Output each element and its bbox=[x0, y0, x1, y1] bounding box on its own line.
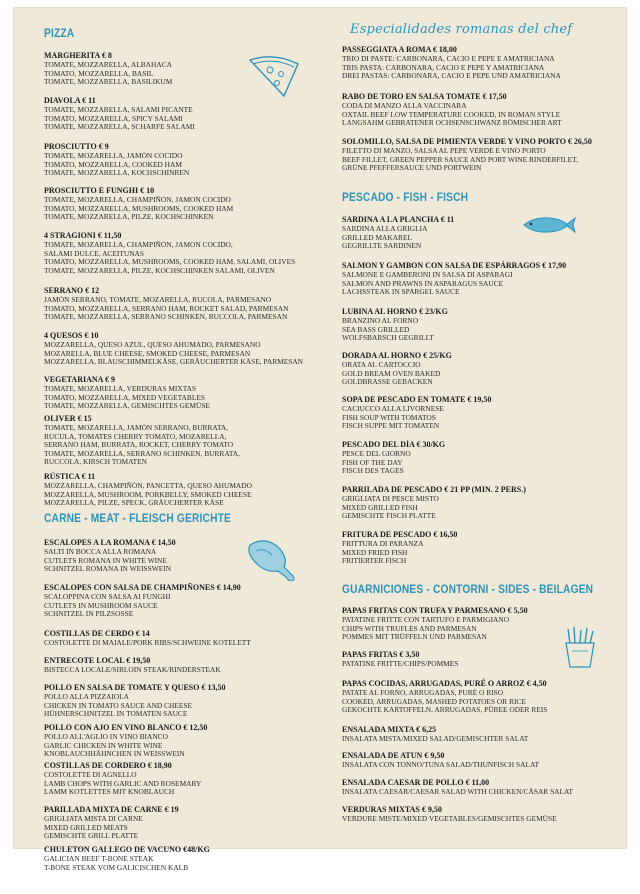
menu-item-description: TOMATE, MOZARELLA, JAMÓN SERRANO, BURRATA, bbox=[44, 424, 229, 432]
menu-item bbox=[44, 629, 324, 648]
menu-item-name: PARRILADA DE PESCADO € 21 PP (MIN. 2 PERS.) bbox=[342, 485, 526, 494]
menu-item-name: SOPA DE PESCADO EN TOMATE € 19,50 bbox=[342, 395, 492, 404]
pescado-title: PESCADO - FISH - FISCH bbox=[342, 190, 469, 204]
menu-item-description: POLLO ALL'AGLIO IN VINO BIANCO bbox=[44, 733, 168, 741]
menu-item-description: FILETTO DI MANZO, SALSA AL PEPE VERDE E VINO PORTO bbox=[342, 147, 546, 155]
menu-item-description: TOMATO, MOZZARELLA, SPICY SALAMI bbox=[44, 114, 183, 123]
menu-item bbox=[44, 186, 324, 222]
menu-item bbox=[44, 414, 324, 467]
menu-item-description: LAMM KOTLETTES MIT KNOBLAUCH bbox=[44, 788, 175, 797]
menu-item-description: INSALATA CON TONNO/TUNA SALAD/THUNFISCH SALAT bbox=[342, 761, 540, 769]
menu-item-description: OXTAIL BEEF LOW TEMPERATURE COOKED, IN ROMAN STYLE bbox=[342, 110, 561, 119]
menu-item-description: CACIUCCO ALLA LIVORNESE bbox=[342, 405, 444, 413]
menu-item-description: PESCE DEL GIORNO bbox=[342, 450, 411, 458]
menu-item-description: DREI PASTAS: CARBONARA, CACIO E PEPE UND AMATRICIANA bbox=[342, 72, 561, 81]
meat-leg-icon bbox=[242, 535, 302, 581]
menu-item-description: LACHSSTEAK IN SPARGEL SAUCE bbox=[342, 288, 460, 297]
menu-item-description: GRIGLIATA DI PESCE MISTO bbox=[342, 495, 439, 503]
menu-item-name: PARILLADA MIXTA DE CARNE € 19 bbox=[44, 805, 179, 814]
especialidades-title: Especialidades romanas del chef bbox=[350, 22, 573, 37]
menu-item bbox=[342, 530, 618, 566]
menu-item-description: GARLIC CHICKEN IN WHITE WINE bbox=[44, 741, 163, 750]
menu-item-description: MOZZARELLA, PILZE, SPECK, GRÄUCHERTER KÄSE bbox=[44, 499, 224, 508]
menu-item bbox=[44, 142, 324, 178]
menu-item-description: TOMATE, MOZZARELLA, GEMISCHTES GEMÜSE bbox=[44, 402, 210, 411]
menu-item bbox=[342, 485, 618, 521]
menu-item-name: DORADA AL HORNO € 25/KG bbox=[342, 351, 452, 360]
menu-item-description: SALAMI DULCE, ACEITUNAS bbox=[44, 249, 144, 258]
menu-item-description: SALMON AND PRAWNS IN ASPARAGUS SAUCE bbox=[342, 279, 504, 288]
menu-item-description: INSALATA MISTA/MIXED SALAD/GEMISCHTER SALAT bbox=[342, 735, 529, 743]
menu-item-description: GRÜNE PFEFFERSAUCE UND PORTWEIN bbox=[342, 164, 482, 173]
menu-item bbox=[44, 96, 324, 132]
menu-item-name: ENSALADA MIXTA € 6,25 bbox=[342, 725, 437, 734]
menu-item bbox=[44, 805, 324, 841]
menu-item bbox=[44, 845, 324, 872]
menu-item-name: ESCALOPES A LA ROMANA € 14,50 bbox=[44, 538, 176, 547]
menu-item-description: MIXED GRILLED MEATS bbox=[44, 823, 128, 832]
menu-item-description: TOMATE, MOZZARELLA, ALBAHACA bbox=[44, 61, 172, 69]
menu-item-description: MIXED GRILLED FISH bbox=[342, 503, 418, 512]
fries-icon bbox=[560, 625, 600, 669]
menu-item-description: GEKOCHTE KARTOFFELN, ARRUGADAS, PÜREE ODER REIS bbox=[342, 706, 548, 715]
menu-item-description: TOMATO, MOZZARELLA, MUSHROOMS, COOKED HAM, SALAMI, OLIVES bbox=[44, 258, 296, 267]
menu-item-description: TOMATO, MOZZARELLA, COOKED HAM bbox=[44, 160, 182, 169]
menu-item-description: SALMONE E GAMBERONI IN SALSA DI ASPARAGI bbox=[342, 271, 513, 279]
menu-item-name: PAPAS FRITAS € 3,50 bbox=[342, 650, 420, 659]
menu-item bbox=[44, 656, 324, 675]
menu-item-name: PROSCIUTTO E FUNGHI € 10 bbox=[44, 186, 155, 195]
menu-item bbox=[342, 805, 618, 824]
menu-item-description: SALTI IN BOCCA ALLA ROMANA bbox=[44, 548, 157, 556]
menu-item bbox=[342, 440, 618, 476]
menu-item-description: TRIS PASTA: CARBONARA, CACIO E PEPE Y AMATRICIANA bbox=[342, 63, 545, 72]
menu-item-description: FISH OF THE DAY bbox=[342, 458, 403, 467]
menu-item-description: MIXED FRIED FISH bbox=[342, 548, 408, 557]
menu-item-description: ORATA AL CARTOCCIO bbox=[342, 361, 421, 369]
menu-item-description: POLLO ALLA PIZZAIOLA bbox=[44, 693, 129, 701]
menu-item-description: TRIO DI PASTE: CARBONARA, CACIO E PEPE E AMATRICIANA bbox=[342, 55, 555, 63]
menu-item-name: VERDURAS MIXTAS € 9,50 bbox=[342, 805, 442, 814]
menu-item-description: TOMATE, MOZZARELLA, SCHARFE SALAMI bbox=[44, 123, 195, 132]
menu-item-description: VERDURE MISTE/MIXED VEGETABLES/GEMISCHTES GEMÜSE bbox=[342, 815, 557, 823]
menu-item-name: ENSALADA DE ATUN € 9,50 bbox=[342, 751, 445, 760]
menu-item-description: GRILLED MAKAREL bbox=[342, 233, 412, 242]
menu-item-description: TOMATO, MOZZARELLA, MUSHROOMS, COOKED HAM bbox=[44, 204, 234, 213]
menu-item-name: DIAVOLA € 11 bbox=[44, 96, 96, 105]
menu-item-name: SERRANO € 12 bbox=[44, 286, 100, 295]
menu-item-description: GALICIAN BEEF T-BONE STEAK bbox=[44, 855, 154, 863]
fish-icon bbox=[522, 213, 576, 237]
menu-item-name: VEGETARIANA € 9 bbox=[44, 375, 115, 384]
menu-item-name: MARGHERITA € 8 bbox=[44, 51, 112, 60]
menu-item-description: MOZZARELLA, QUESO AZUL, QUESO AHUMADO, PARMESANO bbox=[44, 341, 261, 349]
menu-item-name: LUBINA AL HORNO € 23/KG bbox=[342, 307, 448, 316]
menu-item-name: PROSCIUTTO € 9 bbox=[44, 142, 109, 151]
menu-item-description: FISCH SUPPE MIT TOMATEN bbox=[342, 422, 440, 431]
menu-item-description: GEMISCHTE GRILL PLATTE bbox=[44, 832, 139, 841]
menu-item-description: FRITIERTER FISCH bbox=[342, 557, 407, 566]
menu-item-description: LANGSAHM GEBRATENER OCHSENSCHWANZ RÖMISCHER ART bbox=[342, 119, 562, 128]
menu-item-description: CHICKEN IN TOMATO SAUCE AND CHEESE bbox=[44, 701, 193, 710]
menu-item bbox=[342, 351, 618, 387]
menu-item bbox=[342, 92, 618, 128]
menu-item-description: GEMISCHTE FISCH PLATTE bbox=[342, 512, 436, 521]
menu-item-description: KNOBLAUCHHÄHNCHEN IN WEISSWEIN bbox=[44, 750, 185, 759]
menu-item-name: SOLOMILLO, SALSA DE PIMIENTA VERDE Y VINO PORTO € 26,50 bbox=[342, 137, 592, 146]
menu-item-description: SCHNITZEL IN PILZSOSSE bbox=[44, 610, 134, 619]
menu-item-description: COSTOLETTE DI MAIALE/PORK RIBS/SCHWEINE KOTELETT bbox=[44, 639, 251, 647]
menu-item-description: TOMATO, MOZZARELLA, SERRANO HAM, ROCKET SALAD, PARMESAN bbox=[44, 304, 289, 313]
menu-item bbox=[44, 231, 324, 275]
menu-item-description: LAMB CHOPS WITH GARLIC AND ROSEMARY bbox=[44, 779, 202, 788]
menu-item bbox=[44, 375, 324, 411]
menu-page bbox=[14, 8, 626, 872]
menu-item-description: TOMATE, MOZARELLA, JAMÓN COCIDO bbox=[44, 152, 183, 160]
menu-item-description: GEGRILLTE SARDINEN bbox=[342, 242, 422, 251]
menu-item-name: POLLO EN SALSA DE TOMATE Y QUESO € 13,50 bbox=[44, 683, 226, 692]
menu-item-name: ENTRECOTE LOCAL € 19,50 bbox=[44, 656, 151, 665]
menu-item-name: SARDINA A LA PLANCHA € 11 bbox=[342, 215, 455, 224]
menu-item-description: PATATINE FRITTE/CHIPS/POMMES bbox=[342, 660, 459, 668]
menu-item-description: TOMATE, MOZZARELLA, SALAMI PICANTE bbox=[44, 106, 193, 114]
menu-item bbox=[44, 723, 324, 759]
menu-item-description: TOMATO, MOZZARELLA, BASIL bbox=[44, 69, 154, 78]
menu-item-name: RABO DE TORO EN SALSA TOMATE € 17,50 bbox=[342, 92, 507, 101]
menu-item bbox=[342, 751, 618, 770]
menu-item-description: INSALATA CAESAR/CAESAR SALAD WITH CHICKEN/CÄSAR SALAT bbox=[342, 788, 574, 796]
menu-item-description: JAMÓN SERRANO, TOMATE, MOZARELLA, RUCOLA, PARMESANO bbox=[44, 296, 272, 304]
menu-item bbox=[342, 725, 618, 744]
menu-item-description: TOMATE, MOZZARELLA, PILZE, KOCHSCHINKEN SALAMI, OLIVEN bbox=[44, 266, 275, 275]
menu-item bbox=[342, 395, 618, 431]
menu-item-name: SALMON Y GAMBON CON SALSA DE ESPÁRRAGOS € 17,90 bbox=[342, 261, 567, 270]
menu-item-description: GOLDBRASSE GEBACKEN bbox=[342, 378, 433, 387]
menu-item-description: PATATE AL FORNO, ARRUGADAS, PURÉ O RISO bbox=[342, 689, 504, 697]
menu-item-description: TOMATE, MOZARELLA, SERRANO SCHINKEN, BURRATA, bbox=[44, 449, 240, 458]
pizza-title: PIZZA bbox=[44, 26, 75, 40]
menu-item-description: PATATINE FRITTE CON TARTUFO E PARMIGIANO bbox=[342, 616, 510, 624]
menu-item-description: COSTOLETTE DI AGNELLO bbox=[44, 771, 137, 779]
menu-item-description: MOZZARELLA, CHAMPIÑÓN, PANCETTA, QUESO AHUMADO bbox=[44, 482, 252, 490]
menu-item bbox=[342, 45, 618, 81]
menu-item-description: TOMATO, MOZZARELLA, MIXED VEGETABLES bbox=[44, 393, 205, 402]
menu-item-description: BRANZINO AL FORNO bbox=[342, 317, 419, 325]
menu-item-name: COSTILLAS DE CORDERO € 18,90 bbox=[44, 761, 172, 770]
menu-item-description: TOMATE, MOZZARELLA, PILZE, KOCHSCHINKEN bbox=[44, 213, 214, 222]
menu-item-description: FISCH DES TAGES bbox=[342, 467, 404, 476]
guarniciones-title: GUARNICIONES - CONTORNI - SIDES - BEILAGEN bbox=[342, 582, 594, 596]
menu-item-description: GOLD BREAM OVEN BAKED bbox=[342, 369, 441, 378]
menu-item-description: TOMATE, MOZARELLA, CHAMPIÑÓN, JAMON COCIDO, bbox=[44, 241, 233, 249]
menu-item-description: CODA DI MANZO ALLA VACCINARA bbox=[342, 102, 467, 110]
menu-item-description: SEA BASS GRILLED bbox=[342, 325, 410, 334]
menu-item-description: T-BONE STEAK VOM GALICISCHEN KALB bbox=[44, 863, 189, 872]
menu-item-description: FRITTURA DI PARANZA bbox=[342, 540, 424, 548]
menu-item bbox=[342, 261, 618, 297]
menu-item-description: SERRANO HAM, BURRATA, ROCKET, CHERRY TOMATO bbox=[44, 441, 234, 450]
menu-item-description: CUTLETS ROMANA IN WHITE WINE bbox=[44, 556, 167, 565]
menu-item-name: PAPAS FRITAS CON TRUFA Y PARMESANO € 5,50 bbox=[342, 606, 528, 615]
menu-item-name: POLLO CON AJO EN VINO BLANCO € 12,50 bbox=[44, 723, 208, 732]
menu-item-name: 4 QUESOS € 10 bbox=[44, 331, 99, 340]
menu-item-description: RÚCULA, TOMATES CHERRY TOMATO, MOZARELLA, bbox=[44, 432, 227, 441]
menu-item-description: COOKED, ARRUGADAS, MASHED POTATOES OR RICE bbox=[342, 697, 526, 706]
menu-item-description: TOMATE, MOZARELLA, VERDURAS MIXTAS bbox=[44, 385, 197, 393]
menu-item-name: COSTILLAS DE CERDO € 14 bbox=[44, 629, 150, 638]
menu-item-name: RÚSTICA € 11 bbox=[44, 472, 96, 481]
menu-item-description: SCALOPPINA CON SALSA AI FUNGHI bbox=[44, 593, 171, 601]
menu-item-description: CHIPS WITH TRUFLES AND PARMESAN bbox=[342, 624, 477, 633]
menu-item-name: ENSALADA CAESAR DE POLLO € 11,00 bbox=[342, 778, 490, 787]
menu-item-description: CUTLETS IN MUSHROOM SAUCE bbox=[44, 601, 158, 610]
menu-item-description: SARDINA ALLA GRIGLIA bbox=[342, 225, 428, 233]
menu-item bbox=[44, 583, 324, 619]
menu-item-description: HÜHNERSCHNITZEL IN TOMATEN SAUCE bbox=[44, 710, 188, 719]
pizza-slice-icon bbox=[244, 50, 304, 100]
menu-item-description: GRIGLIATA MISTA DI CARNE bbox=[44, 815, 143, 823]
menu-item bbox=[342, 215, 618, 251]
menu-item-description: WOLFSBARSCH GEGRILLT bbox=[342, 334, 434, 343]
menu-item-name: PASSEGGIATA A ROMA € 18,00 bbox=[342, 45, 457, 54]
menu-item bbox=[44, 472, 324, 508]
menu-item-description: POMMES MIT TRÜFFELN UND PARMESAN bbox=[342, 633, 487, 642]
menu-item-description: BEEF FILLET, GREEN PEPPER SAUCE AND PORT WINE RINDERFILET, bbox=[342, 155, 578, 164]
menu-item-name: FRITURA DE PESCADO € 16,50 bbox=[342, 530, 458, 539]
menu-item-description: BISTECCA LOCALE/SIRLOIN STEAK/RINDERSTEAK bbox=[44, 666, 221, 674]
menu-item bbox=[44, 683, 324, 719]
menu-item-description: TOMATE, MOZZARELLA, SERRANO SCHINKEN, RUCCOLA, PARMESAN bbox=[44, 313, 288, 322]
menu-item-name: PESCADO DEL DÍA € 30/KG bbox=[342, 440, 446, 449]
menu-item-name: ESCALOPES CON SALSA DE CHAMPIÑONES € 14,90 bbox=[44, 583, 241, 592]
menu-item-name: 4 STRAGIONI € 11,50 bbox=[44, 231, 122, 240]
menu-item-description: TOMATE, MOZZARELLA, KOCHSCHINREN bbox=[44, 169, 190, 178]
menu-item-description: MOZZARELLA, MUSHROOM, PORKBELLY, SMOKED CHEESE bbox=[44, 490, 252, 499]
menu-item bbox=[342, 307, 618, 343]
menu-item bbox=[44, 286, 324, 322]
menu-item bbox=[342, 137, 618, 173]
menu-item-description: TOMATE, MOZZARELLA, BASILIKUM bbox=[44, 78, 173, 87]
menu-item-description: FISH SOUP WITH TOMATOS bbox=[342, 413, 436, 422]
menu-item-name: PAPAS COCIDAS, ARRUGADAS, PURÉ O ARROZ € 4,50 bbox=[342, 679, 547, 688]
menu-item bbox=[44, 331, 324, 367]
menu-item-description: MOZARELLA, BLUE CHEESE, SMOKED CHEESE, PARMESAN bbox=[44, 349, 251, 358]
carne-title: CARNE - MEAT - FLEISCH GERICHTE bbox=[44, 511, 231, 525]
menu-item bbox=[342, 679, 618, 715]
menu-item-description: SCHNITZEL ROMANA IN WEISSWEIN bbox=[44, 565, 172, 574]
menu-item-description: RUCCOLA, KIRSCH TOMATEN bbox=[44, 458, 148, 467]
menu-item-description: MOZZARELLA, BLAUSCHIMMELKÄSE, GERÄUCHERTER KÄSE, PARMESAN bbox=[44, 358, 303, 367]
menu-item bbox=[44, 761, 324, 797]
menu-item-name: CHULETON GALLEGO DE VACUNO €48/KG bbox=[44, 845, 210, 854]
menu-item bbox=[342, 778, 618, 797]
menu-item-description: TOMATE, MOZARELLA, CHAMPIÑÓN, JAMON COCIDO bbox=[44, 196, 231, 204]
menu-item-name: OLIVER € 15 bbox=[44, 414, 92, 423]
